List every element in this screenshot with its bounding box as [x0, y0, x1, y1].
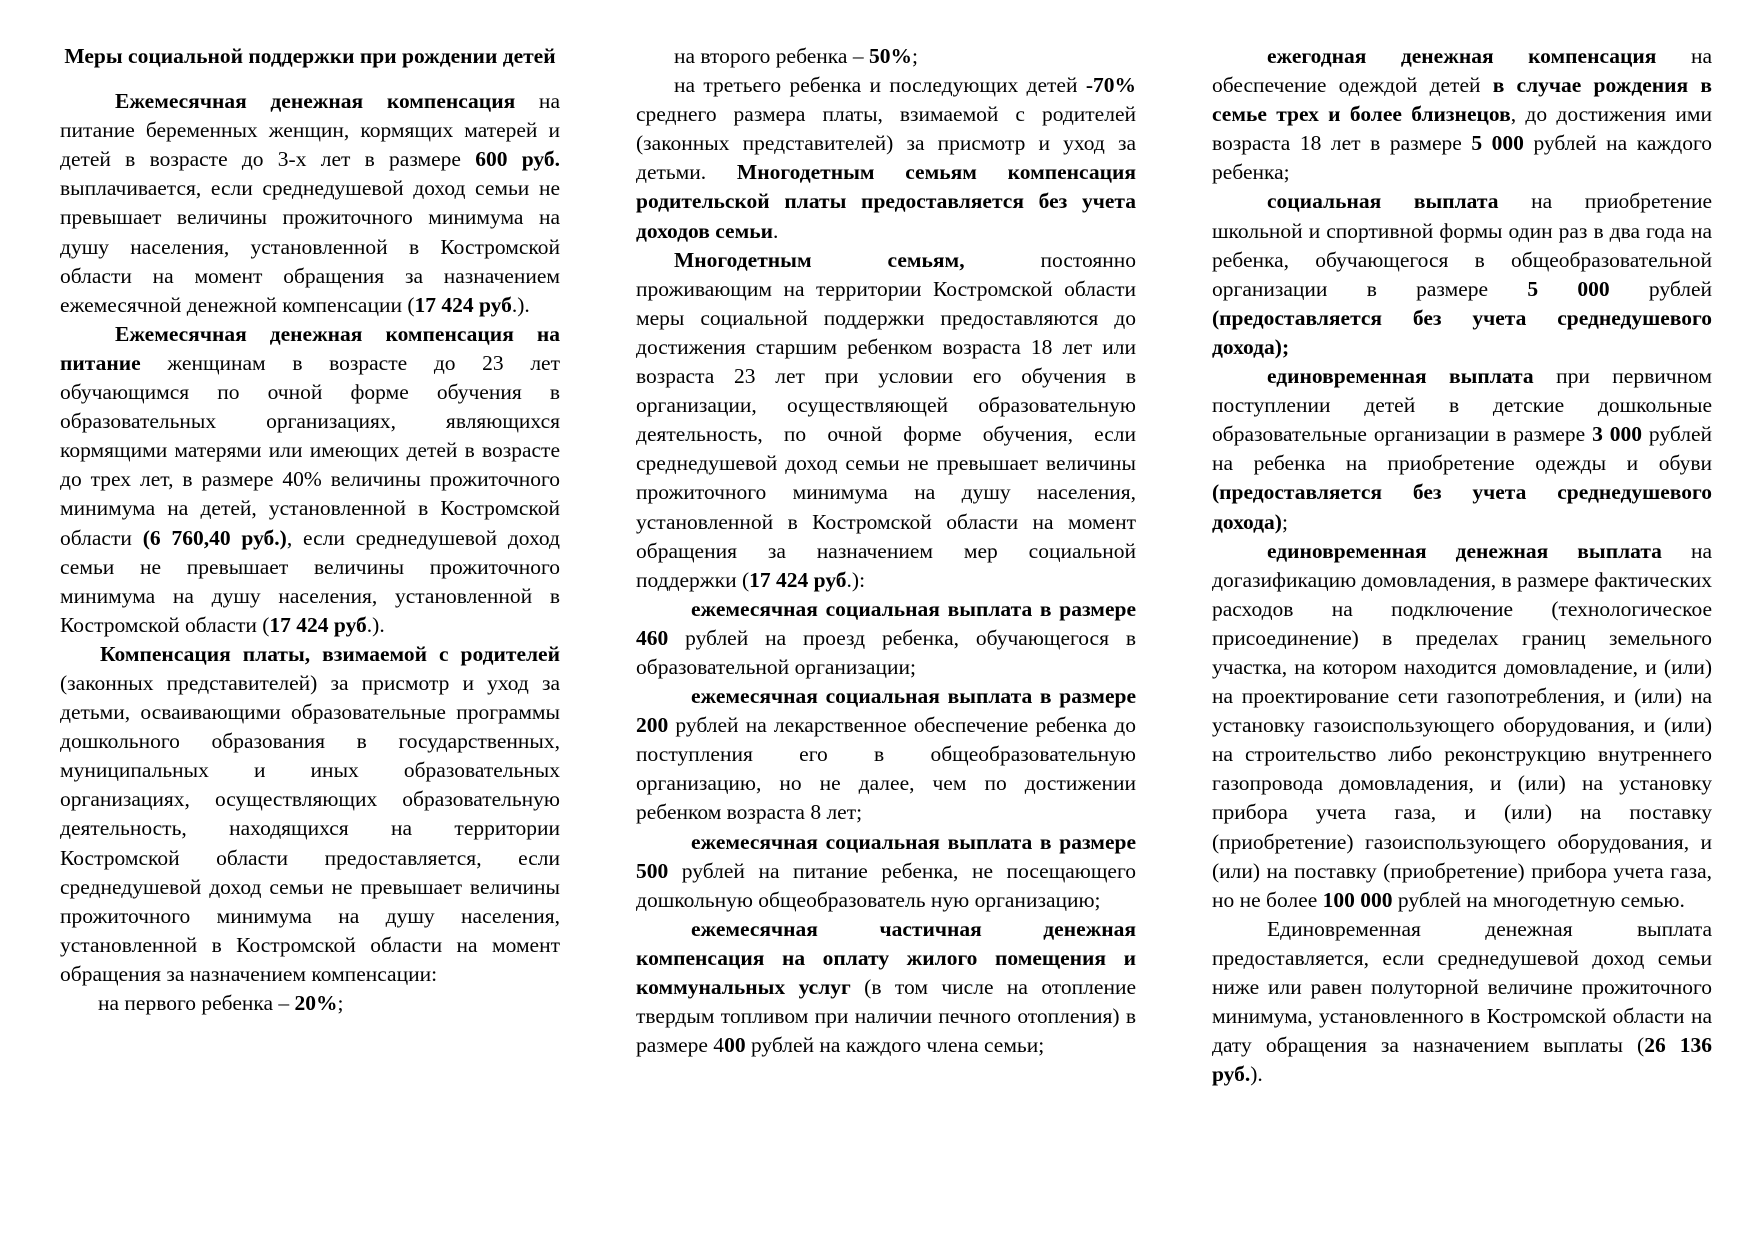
paragraph-parental-fee-compensation: Компенсация платы, взимаемой с родителей (законных представителей) за присмотр и уход за детьми, осваивающими образовательные программы дошкольного образования в государственных, муниципальных и иных образовательных организациях, осуществляющих образовательную деятельность, находящихся на территории Костромской области предоставляется, если среднедушевой доход семьи не превышает величины прожиточного минимума на душу населения, установленной в Костромской области на момент обращения за назначением компенсации: — [60, 641, 560, 986]
paragraph-school-uniform: социальная выплата на приобретение школьной и спортивной формы один раз в два года на ребенка, обучающегося в общеобразовательной организации в размере 5 000 рублей (предоставляется без учета среднедушевого дохода); — [1212, 189, 1712, 359]
paragraph-gasification-payment: единовременная денежная выплата на догазификацию домовладения, в размере фактических расходов на подключение (технологическое присоединение) в пределах границ земельного участка, на котором находится домовладение, и (или) на проектирование сети газопотребления, и (или) на установку газоиспользующего оборудования, и (или) на строительство либо реконструкцию внутреннего газопровода домовладения, и (или) на установку прибора учета газа, и (или) на поставку (приобретение) газоиспользующего оборудования, и (или) на поставку (приобретение) прибора учета газа, но не более 100 000 рублей на многодетную семью. — [1212, 538, 1713, 912]
paragraph-payment-condition: Единовременная денежная выплата предоставляется, если среднедушевой доход семьи ниже или равен полуторной величине прожиточного минимума, установленного в Костромской области на дату обращения за назначением выплаты (26 136 руб.). — [1212, 916, 1712, 1087]
paragraph-large-families: Многодетным семьям, постоянно проживающим на территории Костромской области меры социальной поддержки предоставляются до достижения старшим ребенком возраста 18 лет или возраста 23 лет при условии его обучения в организации, осуществляющей образовательную деятельность, по очной форме обучения, если среднедушевой доход семьи не превышает величины прожиточного минимума на душу населения, установленной в Костромской области на момент обращения за назначением мер социальной поддержки (17 424 руб.): — [636, 247, 1136, 592]
column-2 — [636, 42, 1136, 1060]
paragraph-medicine-payment: ежемесячная социальная выплата в размере 200 рублей на лекарственное обеспечение ребенка до поступления его в общеобразовательную организацию, но не далее, чем по достижении ребенком возраста 8 лет; — [636, 684, 1136, 825]
page-title: Меры социальной поддержки при рождении детей — [64, 44, 556, 68]
paragraph-third-child: на третьего ребенка и последующих детей -70% среднего размера платы, взимаемой с родителей (законных представителей) за присмотр и уход за детьми. Многодетным семьям компенсация родительской платы предоставляется без учета доходов семьи. — [636, 73, 1136, 243]
paragraph-clothing-compensation: ежегодная денежная компенсация на обеспечение одеждой детей в случае рождения в семье трех и более близнецов, до достижения ими возраста 18 лет в размере 5 000 рублей на каждого ребенка; — [1212, 44, 1712, 185]
paragraph-second-child: на второго ребенка – 50%; — [674, 44, 918, 68]
column-1 — [60, 42, 560, 1018]
paragraph-preschool-payment: единовременная выплата при первичном поступлении детей в детские дошкольные образовательные организации в размере 3 000 рублей на ребенка на приобретение одежды и обуви (предоставляется без учета среднедушевого дохода); — [1212, 364, 1713, 534]
column-3 — [1212, 42, 1712, 1089]
paragraph-food-payment: ежемесячная социальная выплата в размере 500 рублей на питание ребенка, не посещающего дошкольную общеобразователь ную организацию; — [636, 829, 1136, 912]
paragraph-housing-compensation: ежемесячная частичная денежная компенсация на оплату жилого помещения и коммунальных услуг (в том числе на отопление твердым топливом при наличии печного отопления) в размере 400 рублей на каждого члена семьи; — [636, 916, 1136, 1058]
paragraph-first-child: на первого ребенка – 20%; — [98, 991, 344, 1015]
paragraph-travel-payment: ежемесячная социальная выплата в размере 460 рублей на проезд ребенка, обучающегося в образовательной организации; — [636, 596, 1136, 679]
paragraph-student-mothers-nutrition: Ежемесячная денежная компенсация на питание женщинам в возрасте до 23 лет обучающимся по очной форме обучения в образовательных организациях, являющихся кормящими матерями или имеющих детей в возрасте до трех лет, в размере 40% величины прожиточного минимума на детей, установленной в Костромской области (6 760,40 руб.), если среднедушевой доход семьи не превышает величины прожиточного минимума на душу населения, установленной в Костромской области (17 424 руб.). — [60, 321, 560, 637]
paragraph-nutrition-compensation: Ежемесячная денежная компенсация на питание беременных женщин, кормящих матерей и детей в возрасте до 3-х лет в размере 600 руб. выплачивается, если среднедушевой доход семьи не превышает величины прожиточного минимума на душу населения, установленной в Костромской области на момент обращения за назначением ежемесячной денежной компенсации (17 424 руб.). — [60, 89, 560, 317]
